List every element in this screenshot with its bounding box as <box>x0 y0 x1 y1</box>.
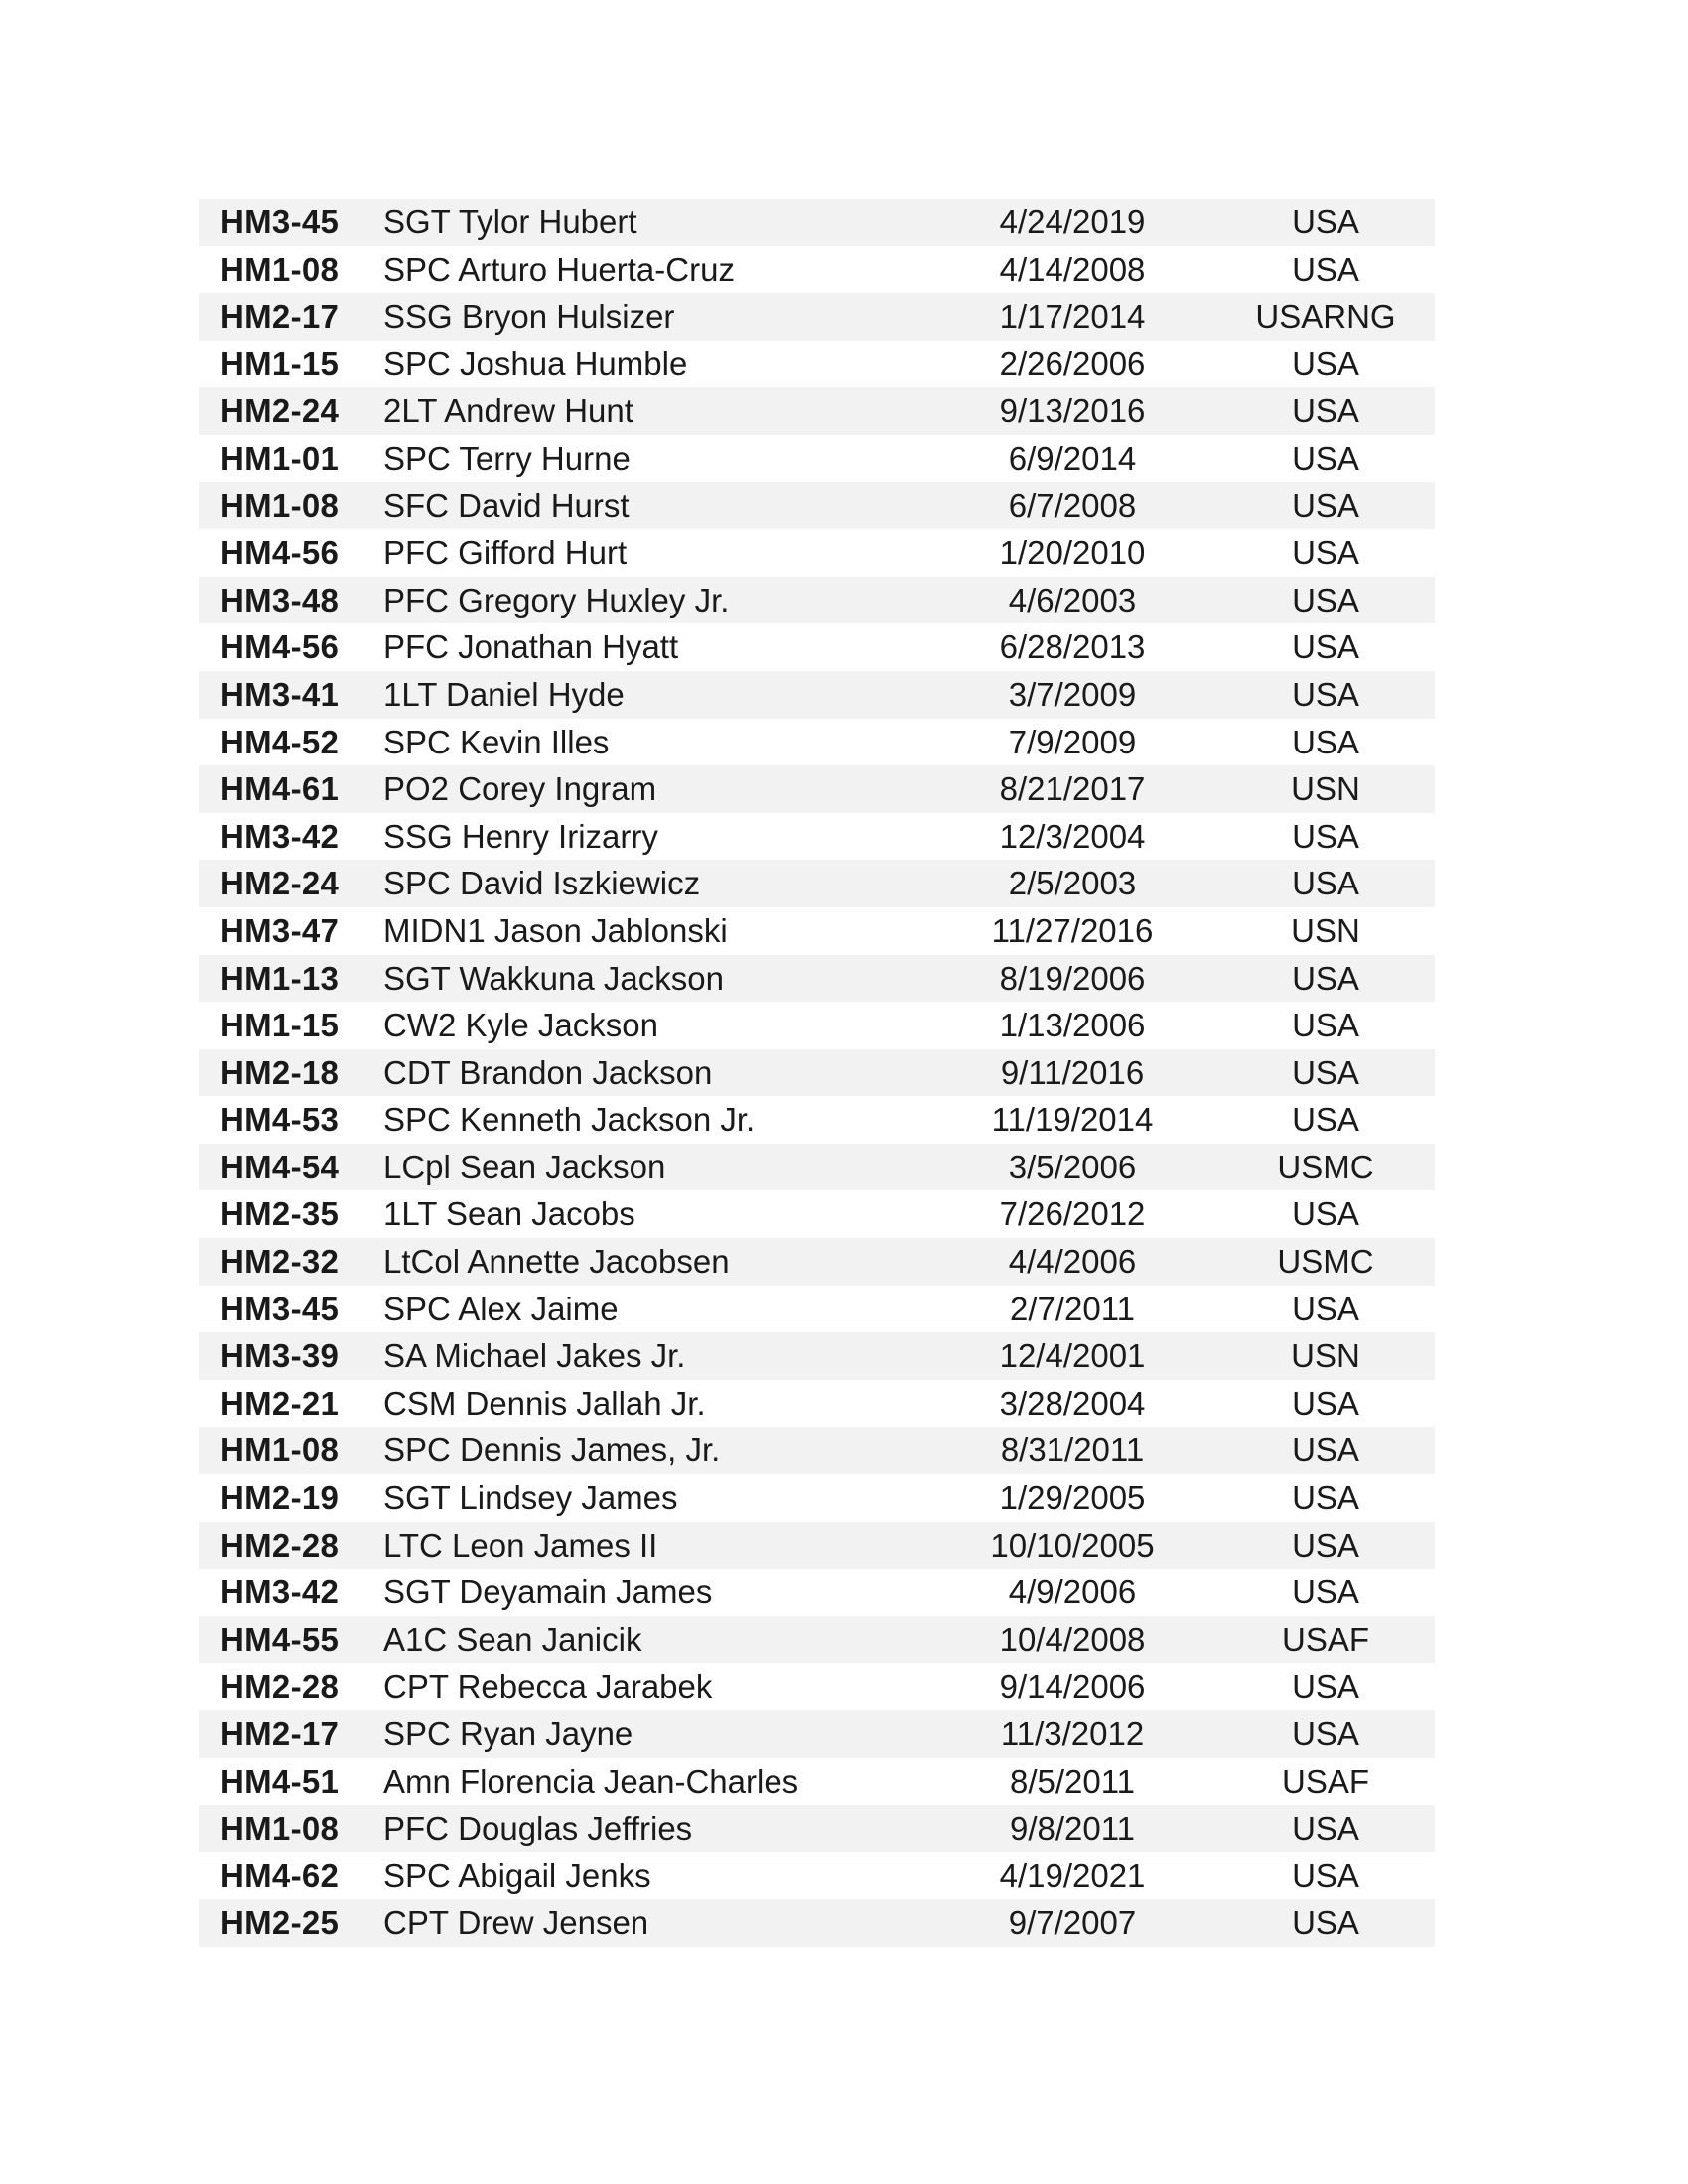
panel-code: HM3-45 <box>220 1290 340 1327</box>
panel-code: HM3-42 <box>220 1573 340 1611</box>
death-date: 4/14/2008 <box>999 250 1146 288</box>
table-row <box>199 1286 1435 1333</box>
panel-code: HM2-17 <box>220 298 340 336</box>
honoree-name: SPC Arturo Huerta-Cruz <box>383 250 735 288</box>
panel-code: HM4-56 <box>220 628 340 666</box>
service-branch: USA <box>1292 1053 1359 1091</box>
table-row <box>199 1758 1435 1806</box>
honoree-name: Amn Florencia Jean-Charles <box>383 1762 799 1800</box>
table-row <box>199 1663 1435 1710</box>
service-branch: USA <box>1292 865 1359 902</box>
table-row <box>199 1852 1435 1900</box>
death-date: 3/7/2009 <box>1008 675 1137 713</box>
honoree-name: SPC Ryan Jayne <box>383 1715 633 1752</box>
honoree-name: PFC Jonathan Hyatt <box>383 628 679 666</box>
service-branch: USA <box>1292 581 1359 618</box>
service-branch: USA <box>1292 1810 1359 1847</box>
table-row <box>199 1238 1435 1286</box>
death-date: 9/7/2007 <box>1008 1904 1137 1942</box>
table-row <box>199 435 1435 482</box>
panel-code: HM4-61 <box>220 770 340 808</box>
honoree-name: SPC Joshua Humble <box>383 344 688 382</box>
service-branch: USA <box>1292 534 1359 572</box>
death-date: 11/3/2012 <box>1000 1715 1145 1752</box>
table-row <box>199 1522 1435 1570</box>
table-row <box>199 1049 1435 1097</box>
panel-code: HM2-24 <box>220 392 340 430</box>
death-date: 10/10/2005 <box>990 1526 1155 1564</box>
death-date: 4/24/2019 <box>999 204 1146 240</box>
death-date: 8/31/2011 <box>1000 1432 1145 1469</box>
service-branch: USN <box>1291 911 1360 949</box>
service-branch: USA <box>1292 250 1359 288</box>
panel-code: HM1-08 <box>220 1810 340 1847</box>
service-branch: USA <box>1292 1573 1359 1611</box>
death-date: 2/5/2003 <box>1008 865 1137 902</box>
honoree-name: CPT Rebecca Jarabek <box>383 1668 713 1706</box>
honoree-name: PO2 Corey Ingram <box>383 770 657 808</box>
service-branch: USA <box>1292 1479 1359 1517</box>
honoree-name: SPC Alex Jaime <box>383 1290 619 1327</box>
honoree-name: SGT Tylor Hubert <box>383 204 637 240</box>
table-row <box>199 293 1435 341</box>
service-branch: USA <box>1292 1384 1359 1422</box>
service-branch: USMC <box>1277 1148 1374 1185</box>
honoree-name: PFC Gregory Huxley Jr. <box>383 581 730 618</box>
honoree-name: SGT Deyamain James <box>383 1573 713 1611</box>
honoree-name: 1LT Sean Jacobs <box>383 1195 635 1233</box>
service-branch: USA <box>1292 1195 1359 1233</box>
service-branch: USA <box>1292 723 1359 760</box>
table-row <box>199 623 1435 671</box>
table-row <box>199 765 1435 813</box>
honoree-name: PFC Gifford Hurt <box>383 534 628 572</box>
table-row <box>199 813 1435 861</box>
table-row <box>199 1805 1435 1852</box>
table-row <box>199 907 1435 955</box>
death-date: 1/20/2010 <box>999 534 1146 572</box>
death-date: 4/9/2006 <box>1008 1573 1137 1611</box>
service-branch: USA <box>1292 1668 1359 1706</box>
death-date: 4/19/2021 <box>999 1856 1146 1894</box>
table-row <box>199 482 1435 530</box>
table-row <box>199 1569 1435 1616</box>
panel-code: HM2-28 <box>220 1668 340 1706</box>
death-date: 1/17/2014 <box>999 298 1146 336</box>
panel-code: HM4-62 <box>220 1856 340 1894</box>
panel-code: HM2-32 <box>220 1243 340 1281</box>
death-date: 10/4/2008 <box>999 1620 1146 1658</box>
death-date: 4/4/2006 <box>1008 1243 1137 1281</box>
honoree-name: 1LT Daniel Hyde <box>383 675 625 713</box>
death-date: 2/7/2011 <box>1009 1290 1135 1327</box>
panel-code: HM2-25 <box>220 1904 340 1942</box>
panel-code: HM1-13 <box>220 959 340 997</box>
table-row <box>199 1427 1435 1474</box>
panel-code: HM3-39 <box>220 1337 340 1375</box>
honoree-name: PFC Douglas Jeffries <box>383 1810 693 1847</box>
death-date: 1/13/2006 <box>999 1007 1146 1044</box>
death-date: 9/13/2016 <box>999 392 1146 430</box>
panel-code: HM1-01 <box>220 439 340 477</box>
honoree-name: SSG Bryon Hulsizer <box>383 298 675 336</box>
honoree-name: SFC David Hurst <box>383 486 630 524</box>
service-branch: USA <box>1292 1007 1359 1044</box>
death-date: 12/4/2001 <box>999 1337 1146 1375</box>
death-date: 6/7/2008 <box>1008 486 1137 524</box>
table-row <box>199 199 1435 246</box>
panel-code: HM1-08 <box>220 1432 340 1469</box>
service-branch: USA <box>1292 392 1359 430</box>
honoree-name: SGT Lindsey James <box>383 1479 678 1517</box>
service-branch: USA <box>1292 1904 1359 1942</box>
honoree-name: CSM Dennis Jallah Jr. <box>383 1384 706 1422</box>
panel-code: HM1-15 <box>220 1007 340 1044</box>
honoree-name: CPT Drew Jensen <box>383 1904 649 1942</box>
service-branch: USA <box>1292 204 1359 240</box>
table-row <box>199 246 1435 294</box>
honoree-name: A1C Sean Janicik <box>383 1620 642 1658</box>
panel-code: HM2-28 <box>220 1526 340 1564</box>
panel-code: HM4-54 <box>220 1148 340 1185</box>
service-branch: USA <box>1292 439 1359 477</box>
panel-code: HM2-21 <box>220 1384 340 1422</box>
panel-code: HM3-41 <box>220 675 340 713</box>
panel-code: HM4-56 <box>220 534 340 572</box>
honoree-name: SPC Kenneth Jackson Jr. <box>383 1101 756 1139</box>
service-branch: USA <box>1292 1432 1359 1469</box>
panel-code: HM1-15 <box>220 344 340 382</box>
service-branch: USA <box>1292 486 1359 524</box>
panel-code: HM1-08 <box>220 486 340 524</box>
table-row <box>199 577 1435 624</box>
panel-code: HM4-55 <box>220 1620 340 1658</box>
service-branch: USA <box>1292 1856 1359 1894</box>
service-branch: USA <box>1292 628 1359 666</box>
honoree-name: SPC Terry Hurne <box>383 439 631 477</box>
service-branch: USA <box>1292 344 1359 382</box>
death-date: 9/11/2016 <box>1000 1053 1145 1091</box>
honoree-name: MIDN1 Jason Jablonski <box>383 911 728 949</box>
service-branch: USARNG <box>1255 298 1396 336</box>
panel-code: HM4-51 <box>220 1762 340 1800</box>
table-row <box>199 387 1435 435</box>
panel-code: HM3-47 <box>220 911 340 949</box>
service-branch: USAF <box>1281 1620 1369 1658</box>
death-date: 1/29/2005 <box>999 1479 1146 1517</box>
service-branch: USA <box>1292 817 1359 855</box>
table-row <box>199 1899 1435 1947</box>
death-date: 8/21/2017 <box>999 770 1146 808</box>
death-date: 8/19/2006 <box>999 959 1146 997</box>
panel-code: HM4-53 <box>220 1101 340 1139</box>
table-row <box>199 529 1435 577</box>
table-row <box>199 860 1435 907</box>
death-date: 2/26/2006 <box>999 344 1146 382</box>
table-row <box>199 1380 1435 1428</box>
table-row <box>199 1002 1435 1049</box>
death-date: 11/27/2016 <box>991 911 1154 949</box>
panel-code: HM3-42 <box>220 817 340 855</box>
service-branch: USA <box>1292 1715 1359 1752</box>
honoree-name: SGT Wakkuna Jackson <box>383 959 724 997</box>
table-row <box>199 955 1435 1003</box>
panel-code: HM4-52 <box>220 723 340 760</box>
service-branch: USAF <box>1281 1762 1369 1800</box>
honoree-name: LCpl Sean Jackson <box>383 1148 666 1185</box>
service-branch: USMC <box>1277 1243 1374 1281</box>
honoree-name: SPC David Iszkiewicz <box>383 865 701 902</box>
service-branch: USA <box>1292 1526 1359 1564</box>
honoree-name: SSG Henry Irizarry <box>383 817 658 855</box>
death-date: 7/26/2012 <box>999 1195 1146 1233</box>
table-row <box>199 1332 1435 1380</box>
death-date: 3/5/2006 <box>1008 1148 1137 1185</box>
death-date: 11/19/2014 <box>991 1101 1154 1139</box>
honoree-name: CW2 Kyle Jackson <box>383 1007 658 1044</box>
death-date: 4/6/2003 <box>1008 581 1137 618</box>
death-date: 6/28/2013 <box>999 628 1146 666</box>
table-row <box>199 341 1435 388</box>
honoree-name: LtCol Annette Jacobsen <box>383 1243 730 1281</box>
honoree-name: CDT Brandon Jackson <box>383 1053 713 1091</box>
death-date: 7/9/2009 <box>1008 723 1137 760</box>
death-date: 3/28/2004 <box>999 1384 1146 1422</box>
table-row <box>199 1096 1435 1144</box>
death-date: 9/8/2011 <box>1009 1810 1135 1847</box>
table-row <box>199 1190 1435 1238</box>
service-branch: USN <box>1291 1337 1360 1375</box>
death-date: 6/9/2014 <box>1008 439 1137 477</box>
death-date: 12/3/2004 <box>999 817 1146 855</box>
panel-code: HM2-35 <box>220 1195 340 1233</box>
honoree-name: 2LT Andrew Hunt <box>383 392 633 430</box>
panel-code: HM3-48 <box>220 581 340 618</box>
service-branch: USN <box>1291 770 1360 808</box>
panel-code: HM2-17 <box>220 1715 340 1752</box>
honoree-name: LTC Leon James II <box>383 1526 658 1564</box>
service-branch: USA <box>1292 959 1359 997</box>
table-row <box>199 1616 1435 1664</box>
panel-code: HM2-18 <box>220 1053 340 1091</box>
death-date: 9/14/2006 <box>999 1668 1146 1706</box>
panel-code: HM1-08 <box>220 250 340 288</box>
table-row <box>199 1474 1435 1522</box>
service-branch: USA <box>1292 675 1359 713</box>
service-branch: USA <box>1292 1290 1359 1327</box>
panel-code: HM2-19 <box>220 1479 340 1517</box>
honoree-name: SPC Abigail Jenks <box>383 1856 651 1894</box>
panel-code: HM3-45 <box>220 204 340 240</box>
service-branch: USA <box>1292 1101 1359 1139</box>
panel-code: HM2-24 <box>220 865 340 902</box>
death-date: 8/5/2011 <box>1009 1762 1135 1800</box>
honoree-name: SPC Kevin Illes <box>383 723 610 760</box>
table-row <box>199 1144 1435 1191</box>
honoree-name: SPC Dennis James, Jr. <box>383 1432 721 1469</box>
table-row <box>199 1710 1435 1758</box>
honoree-name: SA Michael Jakes Jr. <box>383 1337 686 1375</box>
roster-table <box>199 199 1435 1947</box>
table-row <box>199 671 1435 719</box>
table-row <box>199 719 1435 766</box>
